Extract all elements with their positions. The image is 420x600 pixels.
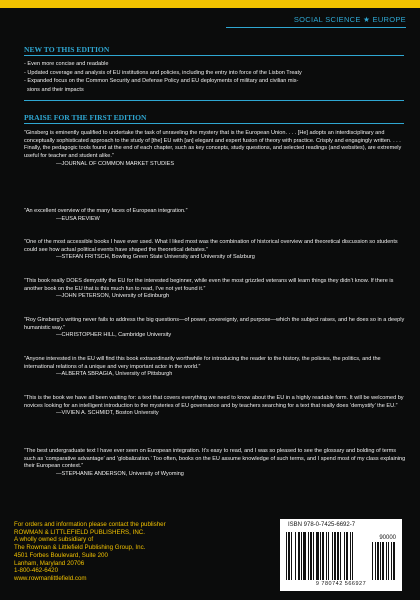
- praise-quote: [24, 395, 408, 418]
- barcode-addon-bar: [386, 542, 387, 580]
- barcode-addon-bar: [375, 542, 376, 580]
- barcode-bar: [313, 532, 314, 580]
- publisher-address: Lanham, Maryland 20706: [14, 559, 85, 567]
- barcode-bar: [286, 532, 287, 580]
- new-edition-item: - Even more concise and readable: [24, 61, 109, 67]
- section-divider: [24, 100, 404, 101]
- quote-attribution: —STEPHANIE ANDERSON, University of Wyoming: [56, 471, 184, 478]
- publisher-website: www.rowmanlittlefield.com: [14, 574, 87, 582]
- price-code: 90000: [379, 535, 396, 541]
- top-color-band: [0, 0, 420, 8]
- category-europe: EUROPE: [372, 15, 406, 24]
- publisher-phone: 1-800-462-6420: [14, 567, 59, 575]
- quote-attribution: —EUSA REVIEW: [56, 215, 100, 222]
- barcode-addon-bar: [388, 542, 389, 580]
- quote-attribution: —VIVIEN A. SCHMIDT, Boston University: [56, 410, 159, 417]
- publisher-line: A wholly owned subsidiary of: [14, 536, 94, 544]
- barcode-bar: [334, 532, 336, 580]
- barcode-bar: [291, 532, 292, 580]
- barcode-bar: [344, 532, 345, 580]
- barcode-addon-bar: [393, 542, 395, 580]
- publisher-address: 4501 Forbes Boulevard, Suite 200: [14, 551, 108, 559]
- barcode-bar: [295, 532, 296, 580]
- quote-text: “This is the book we have all been waiting for: a text that covers everything we need to know about the EU in a highly readable form. It will be welcomed by novices looking for an intelligent introduction to the mysteries of EU governance and by teachers searching for a text that really does ‘demystify’ the EU.”: [24, 395, 404, 409]
- barcode-bar: [326, 532, 327, 580]
- new-edition-item: sions and their impacts: [27, 86, 84, 93]
- barcode-addon-bar: [382, 542, 384, 580]
- barcode-addon-bar: [380, 542, 381, 580]
- barcode-bar: [303, 532, 306, 580]
- praise-quote: [24, 239, 408, 262]
- barcode-addon-bar: [391, 542, 392, 580]
- praise-heading: PRAISE FOR THE FIRST EDITION: [24, 113, 404, 124]
- barcode-bar: [340, 532, 341, 580]
- quote-attribution: —ALBERTA SBRAGIA, University of Pittsburgh: [56, 371, 173, 378]
- barcode-bar: [337, 532, 339, 580]
- new-edition-list: [24, 60, 409, 94]
- quote-text: “Roy Ginsberg’s writing never fails to address the big questions—of power, sovereignty, and purpose—which the subject raises, and he does so in a deeply humanistic way.”: [24, 317, 405, 331]
- barcode-bar: [320, 532, 321, 580]
- barcode-bar: [308, 532, 309, 580]
- barcode-digits: 9 780742 566927: [315, 581, 367, 587]
- barcode-bar: [288, 532, 290, 580]
- category-social-science: SOCIAL SCIENCE: [293, 15, 361, 24]
- category-label: [226, 15, 406, 28]
- publisher-line: For orders and information please contact the publisher: [14, 521, 166, 528]
- barcode-bar: [332, 532, 333, 580]
- barcode-bar: [346, 532, 348, 580]
- barcode-bar: [316, 532, 319, 580]
- quote-attribution: —JOHN PETERSON, University of Edinburgh: [56, 293, 170, 300]
- praise-quote: [24, 317, 408, 340]
- praise-quote: [24, 356, 408, 379]
- praise-quote: [24, 130, 408, 169]
- publisher-name: ROWMAN & LITTLEFIELD PUBLISHERS, INC.: [14, 528, 145, 536]
- star-icon: ★: [363, 15, 371, 24]
- quote-text: “Ginsberg is eminently qualified to undertake the task of unraveling the mystery that is the European Union. . . . [He] adopts an interdisciplinary and conceptually sophisticated approach to the study of [the] EU with [an] elegant and expert fusion of theory with practice. Crisply and engagingly written. . . . Finally, the pedagogic tools found at the end of each chapter, such as key concepts, study questions, and selected readings (and websites), are extremely useful for teacher and student alike.”: [24, 130, 402, 160]
- new-edition-item: - Expanded focus on the Common Security and Defense Policy and EU deployments of military and civilian mis-: [24, 78, 299, 85]
- barcode-bar: [301, 532, 302, 580]
- barcode-addon-bar: [372, 542, 373, 580]
- quote-text: “Anyone interested in the EU will find this book extraordinarily worthwhile for introducing the reader to the history, the policies, the politics, and the international relations of a unique and very important actor in the world.”: [24, 356, 381, 370]
- quote-attribution: —STEFAN FRITSCH, Bowling Green State University and University of Salzburg: [56, 254, 255, 261]
- barcode-bar: [310, 532, 312, 580]
- quote-attribution: —JOURNAL OF COMMON MARKET STUDIES: [56, 160, 175, 167]
- barcode-addon-bar: [377, 542, 379, 580]
- barcode-bar: [350, 532, 351, 580]
- quote-text: “This book really DOES demystify the EU for the interested beginner, while even the most grizzled veterans will learn things they didn’t know. If there is another book on the EU that is this much fun to read, I’ve not yet found it.”: [24, 278, 394, 292]
- praise-quote: [24, 208, 408, 223]
- barcode-box: [280, 519, 402, 591]
- praise-quote: [24, 448, 408, 479]
- new-edition-item: - Updated coverage and analysis of EU institutions and policies, including the entry into force of the Lisbon Treaty: [24, 69, 302, 76]
- barcode-bar: [328, 532, 329, 580]
- quote-attribution: —CHRISTOPHER HILL, Cambridge University: [56, 332, 172, 339]
- barcode-bar: [352, 532, 353, 580]
- barcode-bar: [298, 532, 300, 580]
- quote-text: “The best undergraduate text I have ever seen on European integration. It’s easy to read, and I was so pleased to see the glossary and bolding of terms such as ‘comparative advantage’ and ‘globalization.’ Too often, books on the EU assume knowledge of such terms, and I spend most of my class explaining their European context.”: [24, 448, 406, 470]
- isbn-text: ISBN 978-0-7425-6692-7: [288, 522, 356, 528]
- praise-quote: [24, 278, 408, 301]
- quote-text: “One of the most accessible books I have ever used. What I liked most was the combination of historical overview and theoretical discussion so students could see how actual political events have shaped the theoretical debates.”: [24, 239, 398, 253]
- barcode-bar: [322, 532, 324, 580]
- barcode-icon: [284, 532, 398, 580]
- new-edition-heading: NEW TO THIS EDITION: [24, 45, 404, 56]
- quote-text: “An excellent overview of the many faces of European integration.”: [24, 208, 188, 214]
- publisher-line: The Rowman & Littlefield Publishing Group, Inc.: [14, 544, 146, 552]
- publisher-info: [14, 521, 234, 583]
